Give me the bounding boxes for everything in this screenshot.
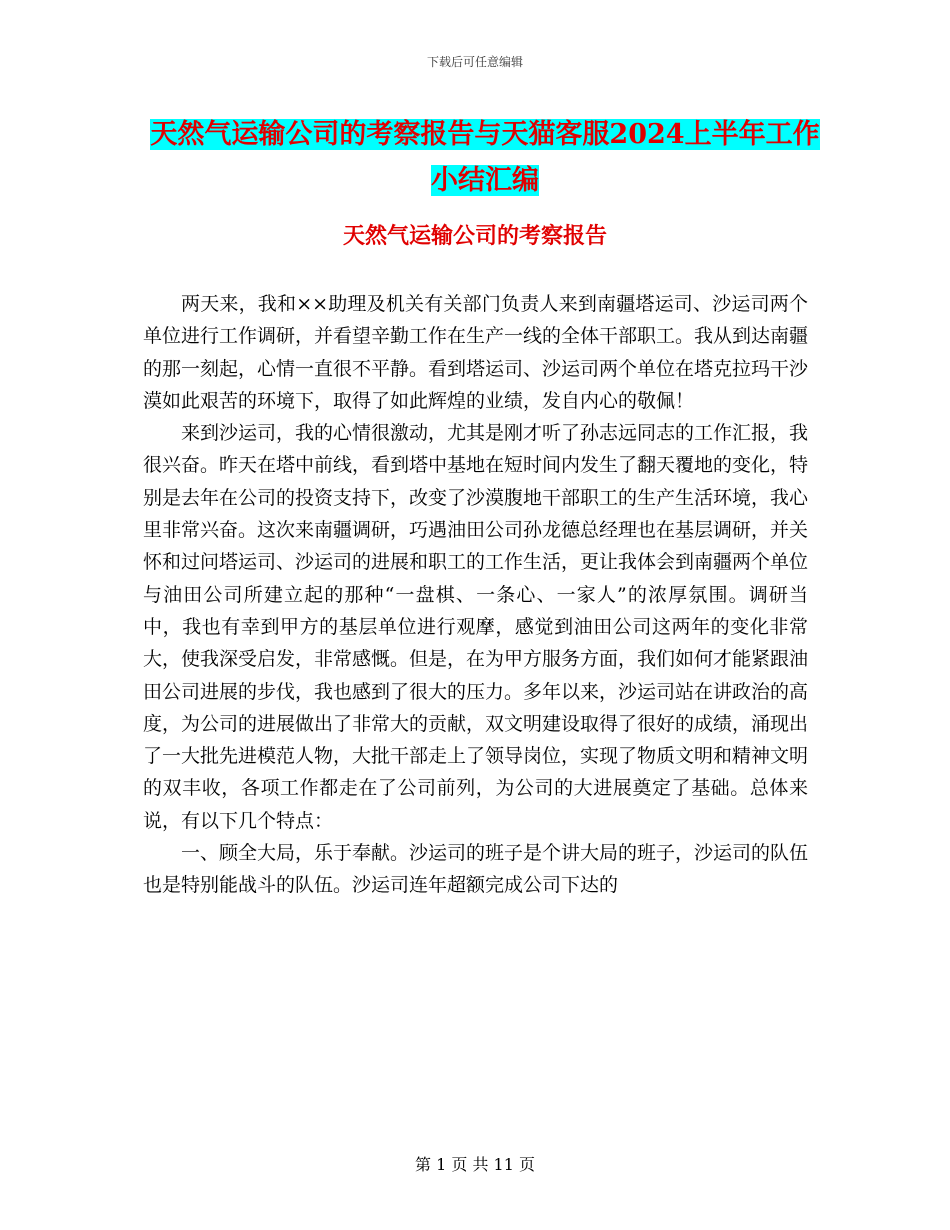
page-header-note: 下载后可任意编辑 — [426, 55, 523, 69]
document-title-text: 天然气运输公司的考察报告与天猫客服2024上半年工作小结汇编 — [150, 119, 820, 196]
section-title: 天然气运输公司的考察报告 — [342, 223, 607, 249]
document-title — [150, 112, 820, 204]
page-number-footer: 第 1 页 共 11 页 — [415, 1155, 535, 1174]
document-body — [143, 288, 808, 902]
paragraph: 来到沙运司，我的心情很激动，尤其是刚才听了孙志远同志的工作汇报，我很兴奋。昨天在塔中前线，看到塔中基地在短时间内发生了翻天覆地的变化，特别是去年在公司的投资支持下，改变了沙漠腹地干部职工的生产生活环境，我心里非常兴奋。这次来南疆调研，巧遇油田公司孙龙德总经理也在基层调研，并关怀和过问塔运司、沙运司的进展和职工的工作生活，更让我体会到南疆两个单位与油田公司所建立起的那种“一盘棋、一条心、一家人”的浓厚氛围。调研当中，我也有幸到甲方的基层单位进行观摩，感觉到油田公司这两年的变化非常大，使我深受启发，非常感慨。但是，在为甲方服务方面，我们如何才能紧跟油田公司进展的步伐，我也感到了很大的压力。多年以来，沙运司站在讲政治的高度，为公司的进展做出了非常大的贡献，双文明建设取得了很好的成绩，涌现出了一大批先进模范人物，大批干部走上了领导岗位，实现了物质文明和精神文明的双丰收，各项工作都走在了公司前列，为公司的大进展奠定了基础。总体来说，有以下几个特点： — [143, 422, 809, 832]
paragraph: 两天来，我和××助理及机关有关部门负责人来到南疆塔运司、沙运司两个单位进行工作调研，并看望辛勤工作在生产一线的全体干部职工。我从到达南疆的那一刻起，心情一直很不平静。看到塔运司、沙运司两个单位在塔克拉玛干沙漠如此艰苦的环境下，取得了如此辉煌的业绩，发自内心的敬佩！ — [143, 293, 809, 412]
paragraph: 一、顾全大局，乐于奉献。沙运司的班子是个讲大局的班子，沙运司的队伍也是特别能战斗的队伍。沙运司连年超额完成公司下达的 — [143, 842, 809, 897]
